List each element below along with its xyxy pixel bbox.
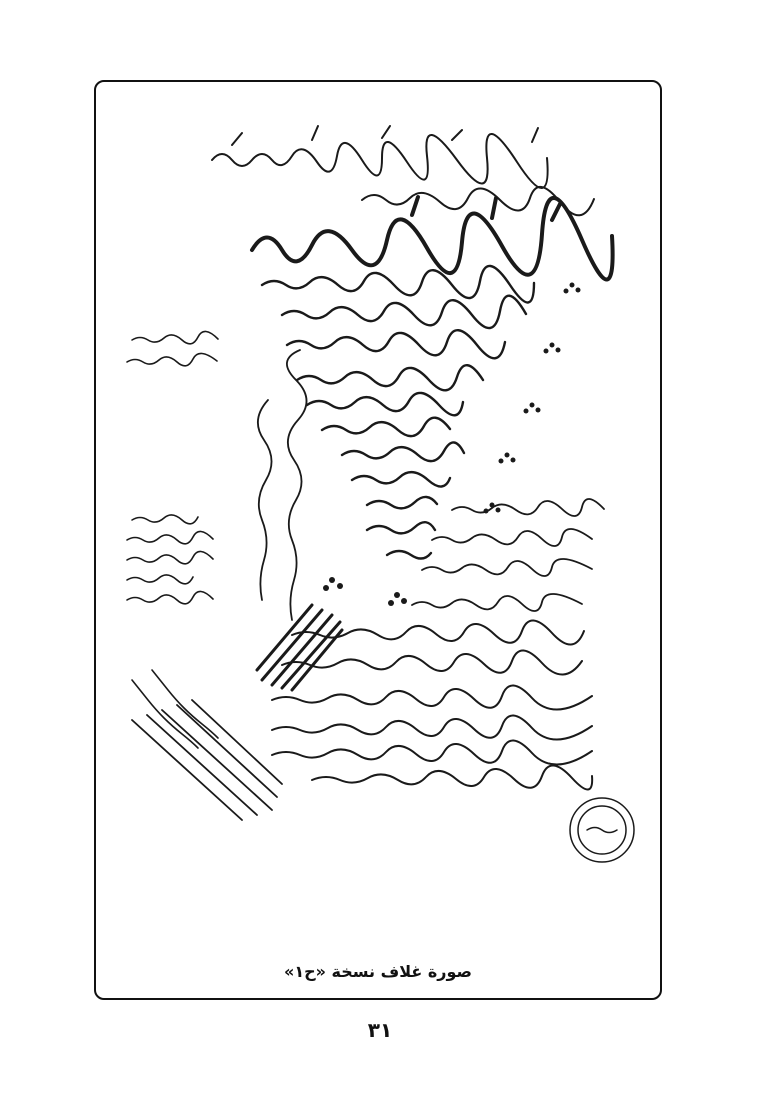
crossed-out-stamp [257,605,342,690]
page-number: ٣١ [367,1018,393,1042]
diagonal-notes [132,700,282,820]
figure-caption: صورة غلاف نسخة «ح١» [283,962,473,981]
vertical-margin-notes [258,350,307,620]
title-line [252,197,613,280]
circular-library-stamp-icon [570,798,634,862]
ornament-dots [323,283,581,607]
right-notes-block [412,499,604,611]
manuscript-cover-image [112,100,648,880]
header-notes [212,126,594,215]
left-margin-notes [127,331,218,748]
